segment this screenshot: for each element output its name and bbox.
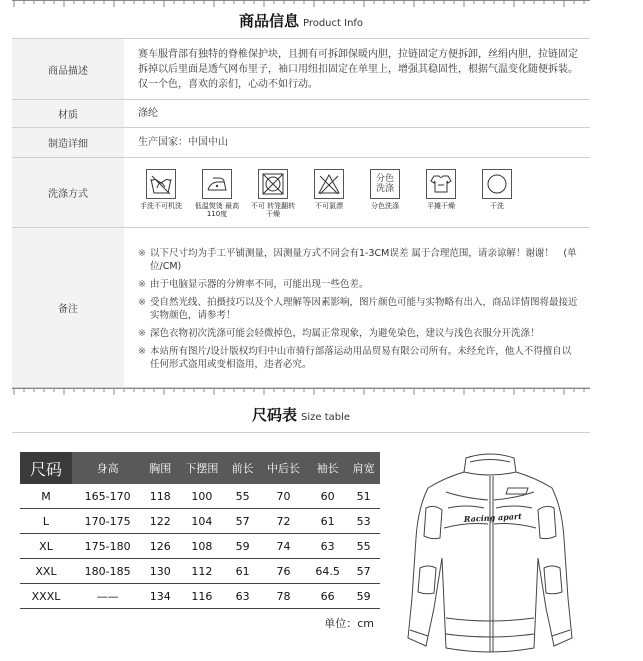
washing-icons [138, 167, 580, 218]
dry-flat-icon [426, 169, 456, 199]
size-table-block [20, 452, 380, 631]
notes-list [124, 228, 590, 388]
size-table [20, 452, 380, 609]
wash-item-dryclean: 干洗 [474, 169, 520, 210]
unit-note: 单位：cm [324, 617, 374, 630]
info-row-washing [12, 158, 590, 228]
no-bleach-icon [314, 169, 344, 199]
table-row: M 165-170 118 100 55 70 60 51 [20, 484, 380, 509]
info-row-description [12, 39, 590, 100]
no-tumble-dry-icon [258, 169, 288, 199]
info-row-manufacture [12, 128, 590, 158]
wash-item-flat: 平摊干燥 [418, 169, 464, 210]
col-header-size: 尺码 [20, 452, 72, 484]
ruler-divider-top [12, 0, 590, 10]
wash-item-separate: 分色 洗涤 分色洗涤 [362, 169, 408, 210]
col-header-back-length: 中后长 [259, 452, 308, 484]
dry-clean-icon [482, 169, 512, 199]
table-row: XL 175-180 126 108 59 74 63 55 [20, 534, 380, 559]
washing-label: 洗涤方式 [12, 158, 124, 228]
table-row: XXL 180-185 130 112 61 76 64.5 57 [20, 559, 380, 584]
info-row-notes [12, 228, 590, 388]
wash-item-iron: 低温熨烫 最高110度 [194, 169, 240, 218]
col-header-height: 身高 [72, 452, 143, 484]
col-header-shoulder: 肩宽 [347, 452, 380, 484]
material-value: 涤纶 [124, 100, 590, 128]
col-header-chest: 胸围 [143, 452, 177, 484]
material-label: 材质 [12, 100, 124, 128]
jacket-chest-text: Racing apart [463, 510, 523, 524]
product-detail-panel [12, 0, 590, 657]
hand-wash-icon [146, 169, 176, 199]
note-item: ※ 深色衣物初次洗涤可能会轻微掉色，均属正常现象，为避免染色，建议与浅色衣服分开洗涤！ [138, 327, 540, 339]
size-heading-divider [12, 432, 590, 433]
description-label: 商品描述 [12, 39, 124, 100]
description-value: 赛车服背部有独特的脊椎保护块，且拥有可拆卸保暖内胆，拉链固定方便拆卸，丝绢内胆，拉链固定拆掉以后里面是透气网布里子，袖口用纽扣固定在单里上，增强其稳固性，根据气温变化随便拆装。仅一个色，喜欢的亲们，心动不如行动。 [124, 39, 590, 100]
info-row-material [12, 100, 590, 128]
wash-separately-icon: 分色 洗涤 [370, 169, 400, 199]
note-item: ※ 以下尺寸均为手工平铺测量，因测量方式不同会有1-3CM误差 属于合理范围，请亲谅解！谢谢！ (单位/CM) [138, 247, 577, 272]
notes-label: 备注 [12, 228, 124, 388]
size-table-header [20, 452, 380, 484]
col-header-front-length: 前长 [226, 452, 259, 484]
manufacture-label: 制造详细 [12, 128, 124, 158]
jacket-illustration [404, 448, 576, 661]
product-info-table [12, 38, 590, 388]
note-item: ※ 受自然光线、拍摄技巧以及个人理解等因素影响，图片颜色可能与实物略有出入，商品详情图将最接近实物颜色，请参考！ [138, 296, 578, 321]
product-info-heading: 商品信息 Product Info [238, 12, 364, 30]
wash-item-tumble: 不可 转笼翻转干燥 [250, 169, 296, 218]
table-row: L 170-175 122 104 57 72 61 53 [20, 509, 380, 534]
col-header-hem: 下摆围 [177, 452, 226, 484]
col-header-sleeve: 袖长 [308, 452, 347, 484]
iron-low-temp-icon [202, 169, 232, 199]
ruler-divider-middle [12, 388, 590, 398]
wash-item-bleach: 不可氯漂 [306, 169, 352, 210]
note-item: ※ 由于电脑显示器的分辨率不同，可能出现一些色差。 [138, 278, 369, 290]
size-table-heading: 尺码表 Size table [251, 406, 351, 424]
wash-item-hand: 手洗不可机洗 [138, 169, 184, 210]
note-item: ※ 本站所有图片/设计版权均归中山市骑行部落运动用品贸易有限公司所有。未经允许，他人不得擅自以任何形式盗用或变相盗用，违者必究。 [138, 345, 572, 370]
manufacture-value: 生产国家：中国中山 [124, 128, 590, 158]
table-row: XXXL —— 134 116 63 78 66 59 [20, 584, 380, 609]
